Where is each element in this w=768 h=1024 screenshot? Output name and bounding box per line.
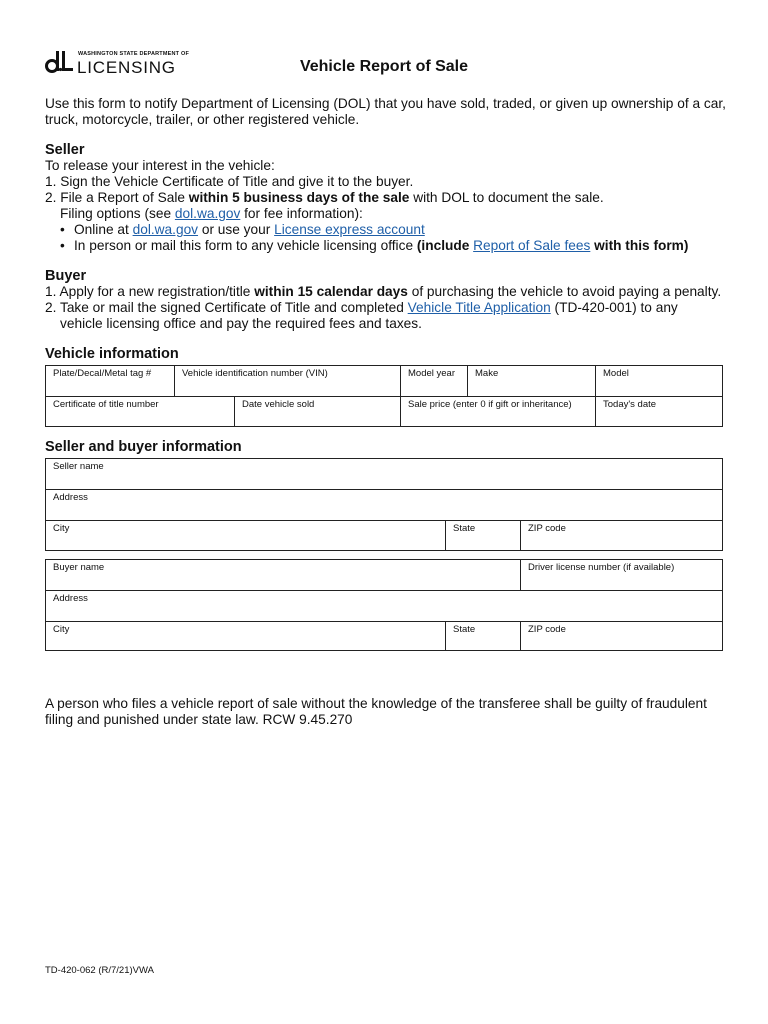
buyer-line-3: vehicle licensing office and pay the required fees and taxes. bbox=[60, 316, 422, 331]
seller-zip-field[interactable]: ZIP code bbox=[528, 523, 566, 534]
dol-link[interactable]: dol.wa.gov bbox=[174, 206, 241, 221]
seller-line-3: Filing options (see dol.wa.gov for fee information): bbox=[60, 206, 363, 221]
model-year-field[interactable]: Model year bbox=[401, 366, 468, 397]
parties-heading: Seller and buyer information bbox=[45, 439, 242, 455]
seller-address-field[interactable]: Address bbox=[46, 490, 722, 521]
buyer-state-field[interactable]: State bbox=[446, 622, 521, 650]
vehicle-info-table bbox=[45, 365, 723, 427]
seller-bullet-2: • In person or mail this form to any vehicle licensing office (include Report of Sale fees with this form) bbox=[60, 238, 689, 253]
plate-field[interactable]: Plate/Decal/Metal tag # bbox=[46, 366, 175, 397]
report-of-sale-fees-link[interactable]: Report of Sale fees bbox=[473, 238, 591, 253]
buyer-heading: Buyer bbox=[45, 268, 87, 284]
buyer-address-field[interactable]: Address bbox=[46, 591, 722, 622]
vehicle-info-heading: Vehicle information bbox=[45, 346, 179, 362]
seller-line-1: 1. Sign the Vehicle Certificate of Title and give it to the buyer. bbox=[45, 174, 414, 189]
buyer-name-field[interactable]: Buyer name bbox=[46, 560, 521, 591]
seller-heading: Seller bbox=[45, 142, 85, 158]
make-field[interactable]: Make bbox=[468, 366, 596, 397]
seller-bullet-1: • Online at dol.wa.gov or use your License express account bbox=[60, 222, 425, 237]
todays-date-field[interactable]: Today's date bbox=[603, 399, 657, 410]
seller-info-table bbox=[45, 458, 723, 551]
vehicle-title-application-link[interactable]: Vehicle Title Application bbox=[407, 300, 551, 315]
vin-field[interactable]: Vehicle identification number (VIN) bbox=[175, 366, 401, 397]
seller-line-2: 2. File a Report of Sale within 5 business days of the sale with DOL to document the sale. bbox=[45, 190, 604, 205]
seller-name-field[interactable]: Seller name bbox=[46, 459, 722, 490]
seller-line-0: To release your interest in the vehicle: bbox=[45, 158, 275, 173]
agency-line: WASHINGTON STATE DEPARTMENT OF bbox=[78, 51, 190, 57]
seller-city-field[interactable]: City bbox=[46, 521, 446, 550]
model-field[interactable]: Model bbox=[596, 366, 722, 397]
buyer-info-table bbox=[45, 559, 723, 651]
page-title: Vehicle Report of Sale bbox=[299, 58, 469, 75]
driver-license-field[interactable]: Driver license number (if available) bbox=[521, 560, 722, 591]
title-number-field[interactable]: Certificate of title number bbox=[46, 397, 235, 426]
buyer-city-field[interactable]: City bbox=[46, 622, 446, 650]
legal-notice: A person who files a vehicle report of sale without the knowledge of the transferee shall be guilty of fraudulent filing and punished under state law. RCW 9.45.270 bbox=[45, 696, 707, 727]
date-sold-field[interactable]: Date vehicle sold bbox=[235, 397, 401, 426]
buyer-line-2: 2. Take or mail the signed Certificate of Title and completed Vehicle Title Application (TD-420-001) to any bbox=[45, 300, 678, 315]
buyer-zip-field[interactable]: ZIP code bbox=[528, 624, 566, 635]
intro-text: Use this form to notify Department of Licensing (DOL) that you have sold, traded, or given up ownership of a car, truck, motorcycle, trailer, or other registered vehicle. bbox=[45, 96, 726, 127]
buyer-line-1: 1. Apply for a new registration/title within 15 calendar days of purchasing the vehicle to avoid paying a penalty. bbox=[45, 284, 722, 299]
agency-name: LICENSING bbox=[77, 58, 176, 77]
form-number: TD-420-062 (R/7/21)VWA bbox=[45, 965, 154, 976]
sale-price-field[interactable]: Sale price (enter 0 if gift or inheritance) bbox=[401, 397, 596, 426]
license-express-link[interactable]: License express account bbox=[274, 222, 425, 237]
seller-state-field[interactable]: State bbox=[446, 521, 521, 550]
dol-online-link[interactable]: dol.wa.gov bbox=[132, 222, 199, 237]
